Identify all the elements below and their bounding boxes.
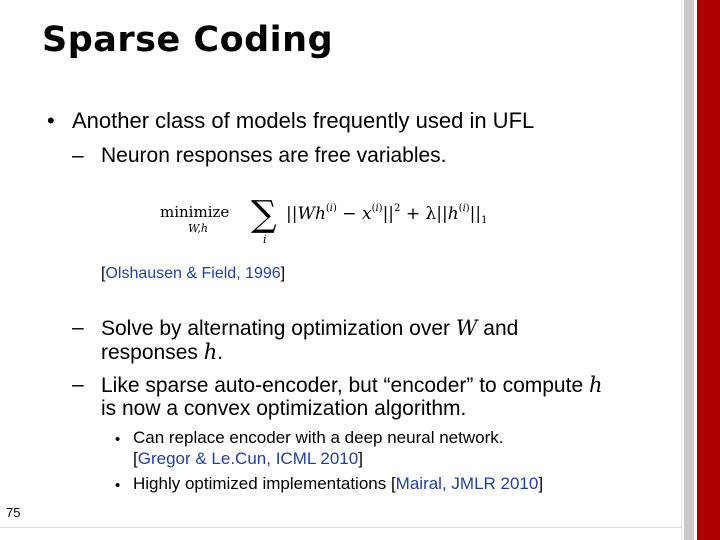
text-run: responses: [101, 341, 204, 364]
subsub-bullet-1: Can replace encoder with a deep neural network.: [133, 428, 504, 447]
math-var: h: [203, 340, 218, 364]
text-run: Like sparse auto-encoder, but “encoder” to compute: [101, 374, 589, 397]
dash-bullet: –: [72, 316, 84, 339]
subsub-bullet-2: [133, 474, 543, 494]
sub-bullet-1: Neuron responses are free variables.: [101, 144, 447, 167]
citation-close: ]: [538, 474, 544, 493]
formula-sigma: ∑: [251, 194, 277, 235]
objective-formula: [158, 190, 558, 250]
math-var: W: [455, 316, 478, 340]
citation-link[interactable]: Olshausen & Field, 1996: [105, 265, 281, 282]
citation-olshausen: [101, 265, 285, 283]
text-run: .: [217, 341, 224, 364]
citation-open: [: [133, 449, 138, 468]
citation-close: ]: [280, 265, 286, 282]
formula-minimize: minimize: [160, 203, 230, 221]
citation-link[interactable]: Gregor & Le.Cun, ICML 2010: [137, 449, 359, 468]
bullet-dot-small: •: [115, 431, 121, 448]
citation-open: [: [101, 265, 106, 282]
side-bar-gray: [684, 0, 694, 540]
sub-bullet-3-cont: is now a convex optimization algorithm.: [101, 397, 467, 420]
citation-link[interactable]: Mairal, JMLR 2010: [395, 474, 539, 493]
bullet-dot: •: [47, 108, 55, 133]
sub-bullet-3: [101, 373, 602, 398]
text-run: Solve by alternating optimization over: [101, 317, 456, 340]
formula-sum-index: i: [263, 233, 267, 246]
bullet-text-1: Another class of models frequently used in UFL: [72, 108, 535, 133]
bullet-dot-small: •: [115, 477, 121, 494]
side-bar-red: [697, 0, 720, 540]
sub-bullet-2-cont: [101, 340, 223, 365]
footer-divider: [0, 527, 682, 528]
text-run: and: [477, 317, 519, 340]
formula-subscript: W,h: [188, 222, 208, 235]
border-line: [681, 0, 682, 540]
sub-bullet-2: [101, 316, 518, 341]
page-number: 75: [6, 505, 21, 520]
formula-body: $||Wh^{(i)} - x^{(i)}||^2 + \lambda||h^{(i)}||_1$: [286, 203, 488, 226]
slide-title: Sparse Coding: [42, 20, 334, 60]
subsub-bullet-1-cont: [133, 449, 363, 469]
citation-close: ]: [358, 449, 363, 468]
dash-bullet: –: [72, 373, 84, 396]
dash-bullet: –: [72, 144, 84, 167]
text-run: Highly optimized implementations [: [133, 474, 396, 493]
math-var: h: [588, 373, 603, 397]
